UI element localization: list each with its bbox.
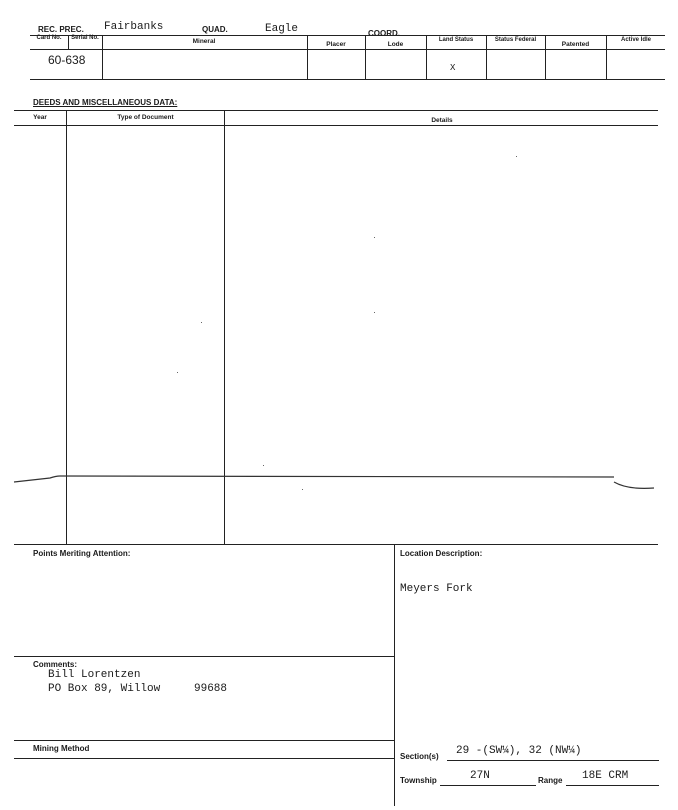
deeds-header-rule <box>14 125 658 126</box>
col-card-no: Card No. <box>36 35 62 41</box>
header-top-rule <box>30 35 665 36</box>
speck <box>263 465 264 466</box>
divider <box>307 35 308 79</box>
range-label: Range <box>538 776 563 785</box>
sections-value: 29 -(SW¼), 32 (NW¼) <box>456 745 582 757</box>
speck <box>516 156 517 157</box>
speck <box>374 312 375 313</box>
speck <box>374 237 375 238</box>
coord-label: COORD. <box>368 29 400 38</box>
col-mineral: Mineral <box>192 38 216 45</box>
col-active-idle: Active Idle <box>620 37 651 43</box>
sections-label: Section(s) <box>400 752 439 761</box>
land-status-value: X <box>450 63 456 73</box>
location-description-label: Location Description: <box>400 549 483 558</box>
township-value: 27N <box>470 770 490 782</box>
rec-prec-value: Fairbanks <box>104 21 164 33</box>
speck <box>177 372 178 373</box>
col-year: Year <box>33 114 47 121</box>
sections-underline <box>447 760 659 761</box>
comments-zip: 99688 <box>194 683 228 695</box>
divider <box>606 35 607 79</box>
quad-value: Eagle <box>265 23 299 35</box>
deeds-title: DEEDS AND MISCELLANEOUS DATA: <box>33 98 178 107</box>
township-label: Township <box>400 776 437 785</box>
col-status-federal: Status Federal <box>494 37 537 43</box>
township-underline <box>440 785 536 786</box>
col-lode: Lode <box>387 41 404 48</box>
divider <box>365 35 366 79</box>
mining-method-top-rule <box>14 740 394 741</box>
speck <box>302 489 303 490</box>
col-placer: Placer <box>326 41 346 48</box>
divider <box>102 35 103 79</box>
divider <box>68 35 69 49</box>
comments-top-rule <box>14 656 394 657</box>
range-underline <box>566 785 659 786</box>
comments-name: Bill Lorentzen <box>48 669 141 681</box>
fold-line <box>0 468 678 498</box>
col-land-status: Land Status <box>438 37 474 43</box>
comments-label: Comments: <box>33 660 78 669</box>
mining-method-label: Mining Method <box>33 744 90 753</box>
deeds-bottom-rule <box>14 544 658 545</box>
rec-prec-label: REC. PREC. <box>38 25 84 34</box>
range-value: 18E CRM <box>582 770 629 782</box>
header-mid-rule <box>30 49 665 50</box>
location-description-value: Meyers Fork <box>400 583 473 595</box>
deeds-top-rule <box>14 110 658 111</box>
points-meriting-attention-label: Points Meriting Attention: <box>33 549 131 558</box>
header-bottom-rule <box>30 79 665 80</box>
divider <box>426 35 427 79</box>
divider <box>545 35 546 79</box>
quad-label: QUAD. <box>202 25 228 34</box>
col-type-of-document: Type of Document <box>117 114 174 121</box>
divider <box>486 35 487 79</box>
col-serial-no: Serial No. <box>71 35 99 41</box>
col-details: Details <box>431 117 453 124</box>
col-patented: Patented <box>561 41 590 48</box>
mining-method-bottom-rule <box>14 758 394 759</box>
lower-center-divider <box>394 544 395 806</box>
speck <box>201 322 202 323</box>
serial-number-value: 60-638 <box>48 53 86 67</box>
comments-address: PO Box 89, Willow <box>48 683 161 695</box>
